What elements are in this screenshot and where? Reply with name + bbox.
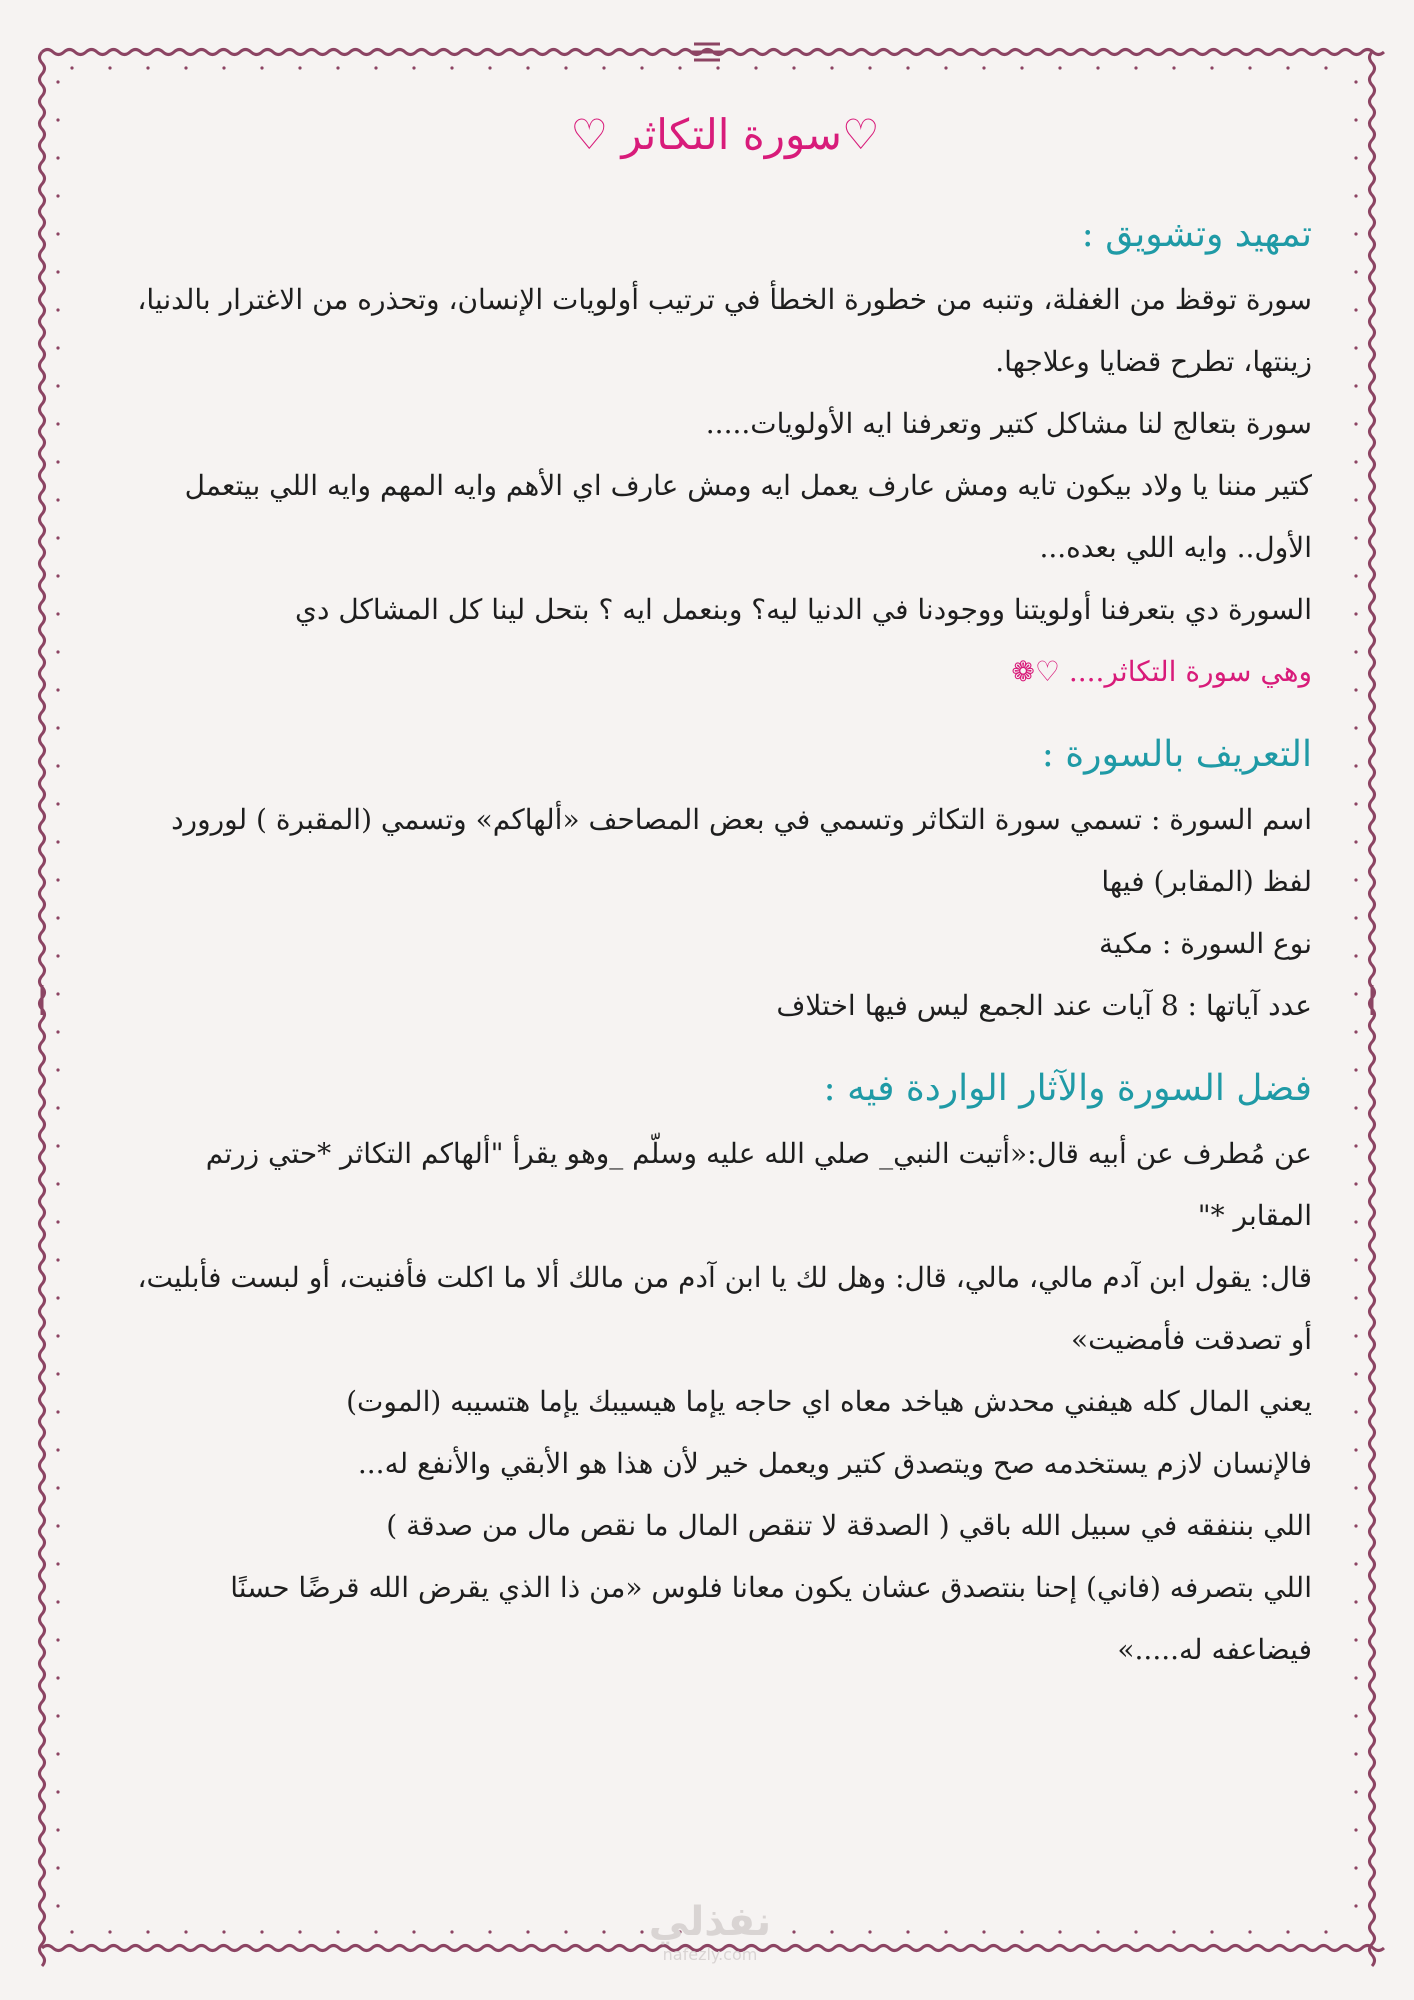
page-title: ♡سورة التكاثر ♡ [570, 110, 880, 159]
section-virtue [130, 1061, 1320, 1681]
paragraph: اللي بتصرفه (فاني) إحنا بنتصدق عشان يكون معانا فلوس «من ذا الذي يقرض الله قرضًا حسنًا فيضاعفه له.....» [230, 1571, 1312, 1666]
paragraph: سورة توقظ من الغفلة، وتنبه من خطورة الخطأ في ترتيب أولويات الإنسان، وتحذره من الاغترار بالدنيا، زينتها، تطرح قضايا وعلاجها. [137, 283, 1312, 378]
section-introduction [130, 207, 1320, 703]
paragraph: عن مُطرف عن أبيه قال:«أتيت النبي_ صلي الله عليه وسلّم _وهو يقرأ "ألهاكم التكاثر *حتي زرتم المقابر *" [205, 1137, 1312, 1232]
paragraph: السورة دي بتعرفنا أولويتنا ووجودنا في الدنيا ليه؟ وبنعمل ايه ؟ بتحل لينا كل المشاكل دي [295, 593, 1312, 626]
paragraph: عدد آياتها : 8 آيات عند الجمع ليس فيها اختلاف [776, 989, 1312, 1022]
watermark-url: nafezly.com [662, 1945, 758, 1964]
paragraph: يعني المال كله هيفني محدش هياخد معاه اي حاجه يإما هيسيبك يإما هتسيبه (الموت) [346, 1385, 1312, 1418]
paragraph: نوع السورة : مكية [1099, 927, 1312, 960]
section-heading: فضل السورة والآثار الواردة فيه : [823, 1068, 1312, 1109]
section-heading: تمهيد وتشويق : [1081, 214, 1312, 255]
section-definition [130, 727, 1320, 1037]
watermark-logo-text: نفذلي [648, 1899, 772, 1945]
paragraph: كتير مننا يا ولاد بيكون تايه ومش عارف يعمل ايه ومش عارف اي الأهم وايه المهم وايه اللي بيتعمل الأول.. وايه اللي بعده... [184, 469, 1312, 564]
paragraph: اللي بننفقه في سبيل الله باقي ( الصدقة لا تنقص المال ما نقص مال من صدقة ) [386, 1509, 1312, 1542]
paragraph: فالإنسان لازم يستخدمه صح ويتصدق كتير ويعمل خير لأن هذا هو الأبقي والأنفع له... [357, 1447, 1312, 1480]
paragraph: قال: يقول ابن آدم مالي، مالي، قال: وهل لك يا ابن آدم من مالك ألا ما اكلت فأفنيت، أو لبست فأبليت، أو تصدقت فأمضيت» [137, 1261, 1312, 1356]
paragraph: سورة بتعالج لنا مشاكل كتير وتعرفنا ايه الأولويات..... [705, 407, 1312, 440]
section-heading: التعريف بالسورة : [1041, 734, 1312, 775]
document-page [130, 95, 1320, 1815]
highlight-line: وهي سورة التكاثر.... ♡❁ [1011, 655, 1312, 688]
watermark [620, 1900, 800, 1980]
paragraph: اسم السورة : تسمي سورة التكاثر وتسمي في بعض المصاحف «ألهاكم» وتسمي (المقبرة ) لورورد لفظ (المقابر) فيها [171, 803, 1312, 898]
